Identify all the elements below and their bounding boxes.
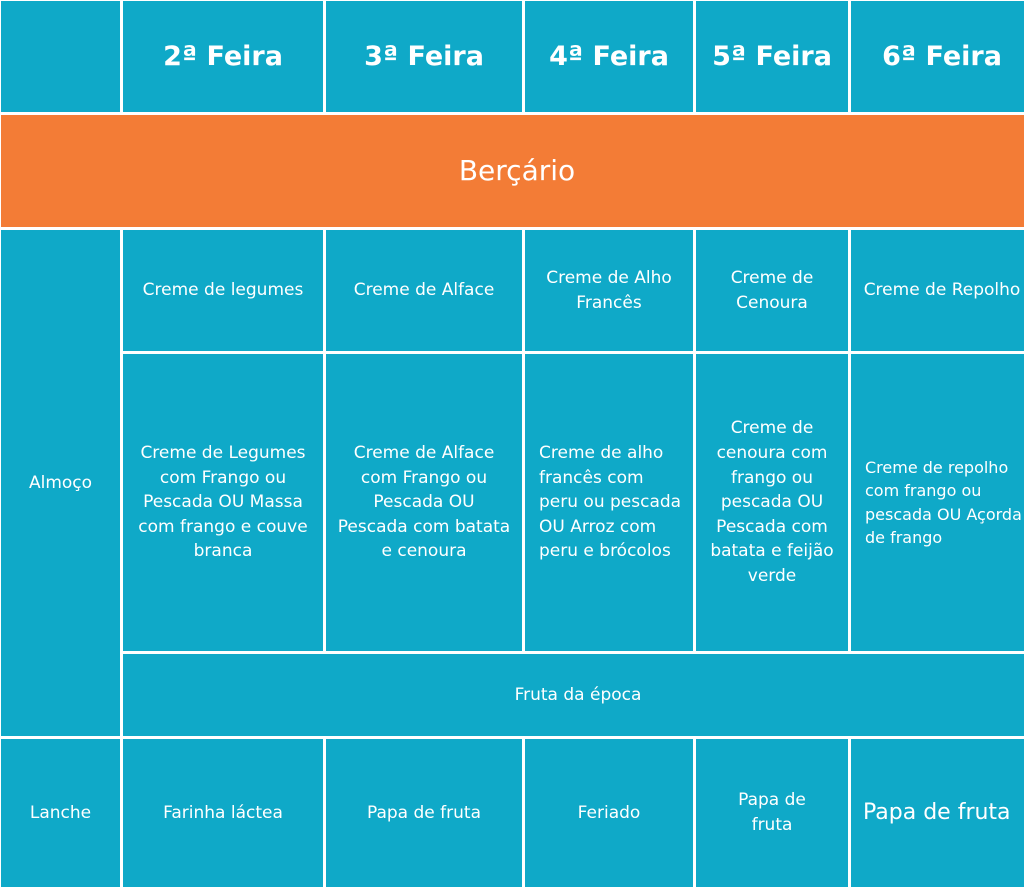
soup-friday: Creme de Repolho	[851, 230, 1024, 351]
day-header-thursday: 5ª Feira	[696, 1, 848, 112]
snack-thursday: Papa de fruta	[696, 739, 848, 887]
row-label-almoco: Almoço	[1, 230, 120, 736]
day-header-wednesday: 4ª Feira	[525, 1, 693, 112]
snack-tuesday: Papa de fruta	[326, 739, 522, 887]
snack-monday: Farinha láctea	[123, 739, 323, 887]
snack-friday: Papa de fruta	[851, 739, 1024, 887]
dessert-row: Fruta da época	[123, 654, 1024, 736]
section-banner: Berçário	[1, 115, 1024, 227]
snack-wednesday: Feriado	[525, 739, 693, 887]
main-dish-monday: Creme de Legumes com Frango ou Pescada OU Massa com frango e couve branca	[123, 354, 323, 651]
day-header-monday: 2ª Feira	[123, 1, 323, 112]
soup-monday: Creme de legumes	[123, 230, 323, 351]
corner-cell	[1, 1, 120, 112]
soup-wednesday: Creme de Alho Francês	[525, 230, 693, 351]
main-dish-wednesday: Creme de alho francês com peru ou pescada OU Arroz com peru e brócolos	[525, 354, 693, 651]
soup-thursday: Creme de Cenoura	[696, 230, 848, 351]
day-header-tuesday: 3ª Feira	[326, 1, 522, 112]
row-label-lanche: Lanche	[1, 739, 120, 887]
main-dish-friday: Creme de repolho com frango ou pescada OU Açorda de frango	[851, 354, 1024, 651]
day-header-friday: 6ª Feira	[851, 1, 1024, 112]
soup-tuesday: Creme de Alface	[326, 230, 522, 351]
main-dish-tuesday: Creme de Alface com Frango ou Pescada OU Pescada com batata e cenoura	[326, 354, 522, 651]
main-dish-thursday: Creme de cenoura com frango ou pescada OU Pescada com batata e feijão verde	[696, 354, 848, 651]
